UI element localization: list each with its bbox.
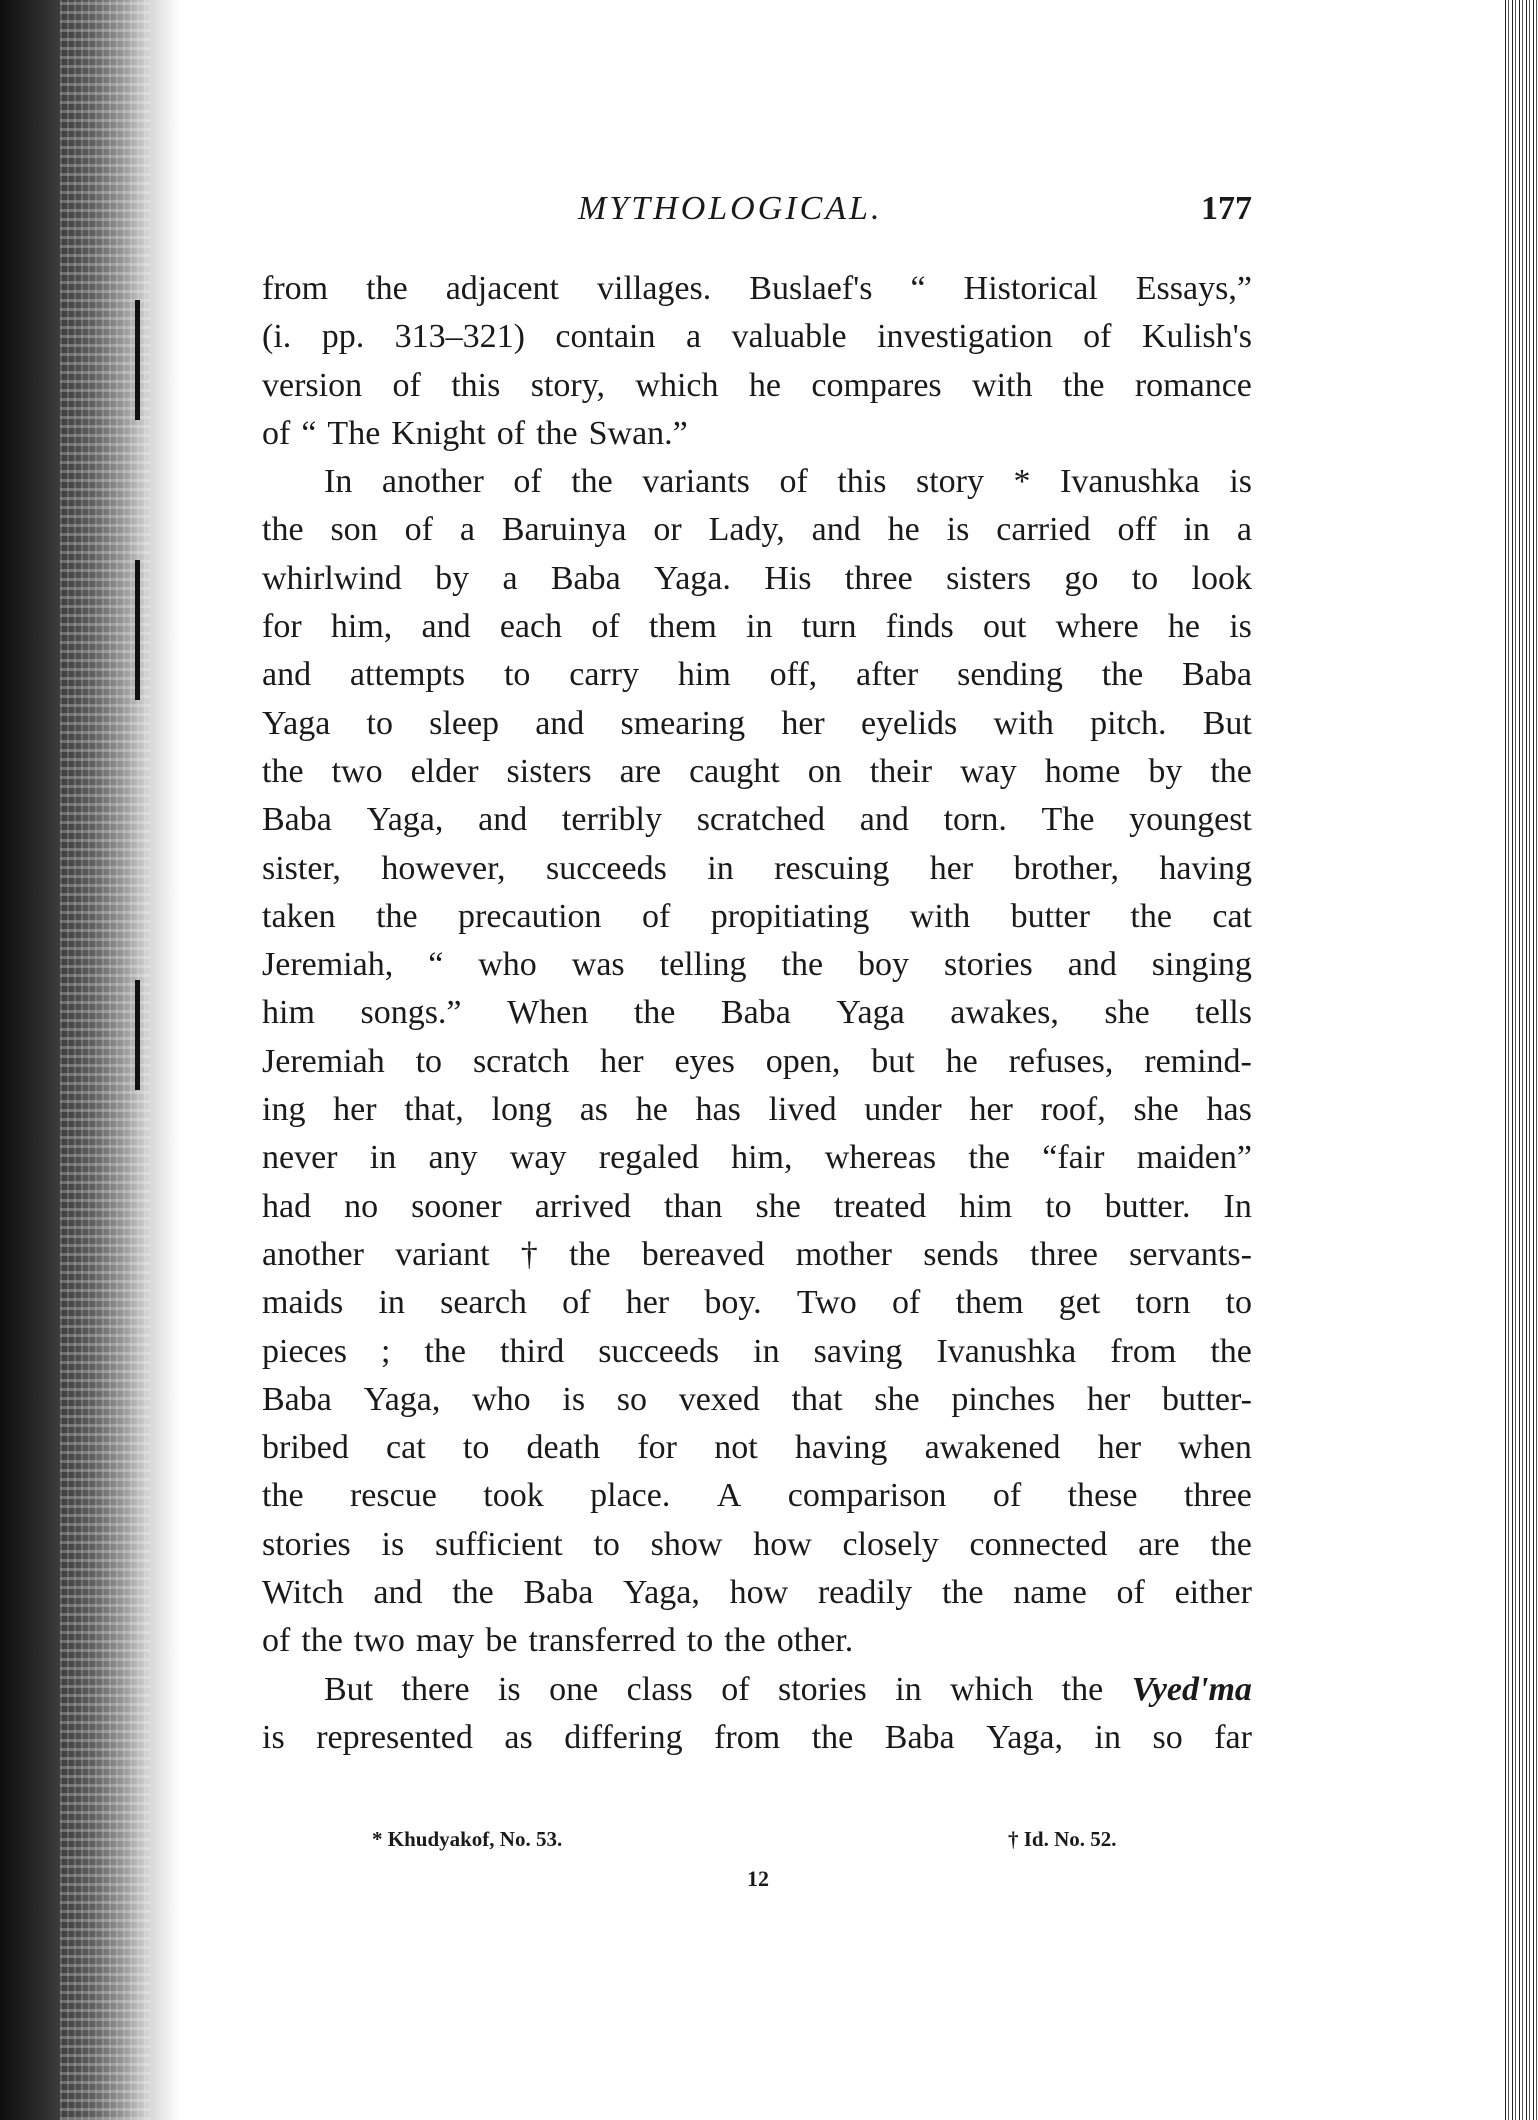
text-line: Baba Yaga, and terribly scratched and torn. The youngest <box>262 801 1252 839</box>
text-line: is represented as differing from the Baba Yaga, in so far <box>262 1718 1252 1756</box>
text-line: whirlwind by a Baba Yaga. His three sisters go to look <box>262 559 1252 597</box>
text-line: In another of the variants of this story * Ivanushka is <box>324 463 1252 501</box>
footnotes <box>0 1827 1538 1867</box>
binding-edge-mark <box>135 300 140 420</box>
text-line: taken the precaution of propitiating with butter the cat <box>262 897 1252 935</box>
page-header <box>262 190 1262 240</box>
page-edges <box>1502 0 1538 2120</box>
text-line: another variant † the bereaved mother sends three servants- <box>262 1235 1252 1273</box>
text-line: (i. pp. 313–321) contain a valuable investigation of Kulish's <box>262 318 1252 356</box>
binding-edge-mark <box>135 980 140 1090</box>
text-line: Jeremiah to scratch her eyes open, but he refuses, remind- <box>262 1042 1252 1080</box>
binding-edge-mark <box>135 560 140 700</box>
text-line: pieces ; the third succeeds in saving Ivanushka from the <box>262 1332 1252 1370</box>
text-line: Yaga to sleep and smearing her eyelids with pitch. But <box>262 704 1252 742</box>
text-line: But there is one class of stories in which the Vyed'ma <box>324 1670 1252 1708</box>
text-line: him songs.” When the Baba Yaga awakes, she tells <box>262 994 1252 1032</box>
text-line: from the adjacent villages. Buslaef's “ Historical Essays,” <box>262 270 1252 307</box>
text-line: the son of a Baruinya or Lady, and he is carried off in a <box>262 511 1252 549</box>
text-line: stories is sufficient to show how closely connected are the <box>262 1525 1252 1563</box>
text-line: ing her that, long as he has lived under her roof, she has <box>262 1091 1252 1129</box>
text-line: had no sooner arrived than she treated him to butter. In <box>262 1187 1252 1225</box>
text-line: Witch and the Baba Yaga, how readily the name of either <box>262 1574 1252 1612</box>
footnote-2: † Id. No. 52. <box>1008 1827 1117 1851</box>
body-text <box>262 265 1252 1762</box>
text-line: Jeremiah, “ who was telling the boy stories and singing <box>262 946 1252 984</box>
text-line: sister, however, succeeds in rescuing her brother, having <box>262 849 1252 887</box>
signature-mark: 12 <box>747 1866 769 1891</box>
text-line: of the two may be transferred to the other. <box>262 1622 854 1660</box>
text-line: and attempts to carry him off, after sending the Baba <box>262 656 1252 694</box>
text-line: of “ The Knight of the Swan.” <box>262 414 688 452</box>
text-line: version of this story, which he compares with the romance <box>262 366 1252 404</box>
text-line: for him, and each of them in turn finds out where he is <box>262 608 1252 646</box>
text-line: never in any way regaled him, whereas the “fair maiden” <box>262 1139 1252 1177</box>
text-line: maids in search of her boy. Two of them get torn to <box>262 1284 1252 1322</box>
text-line: Baba Yaga, who is so vexed that she pinches her butter- <box>262 1380 1252 1418</box>
page-number: 177 <box>1201 190 1252 227</box>
footnote-1: * Khudyakof, No. 53. <box>372 1827 563 1851</box>
text-line: bribed cat to death for not having awakened her when <box>262 1429 1252 1467</box>
text-line: the two elder sisters are caught on their way home by the <box>262 752 1252 790</box>
running-head: MYTHOLOGICAL. <box>578 190 883 227</box>
text-line: the rescue took place. A comparison of these three <box>262 1477 1252 1515</box>
